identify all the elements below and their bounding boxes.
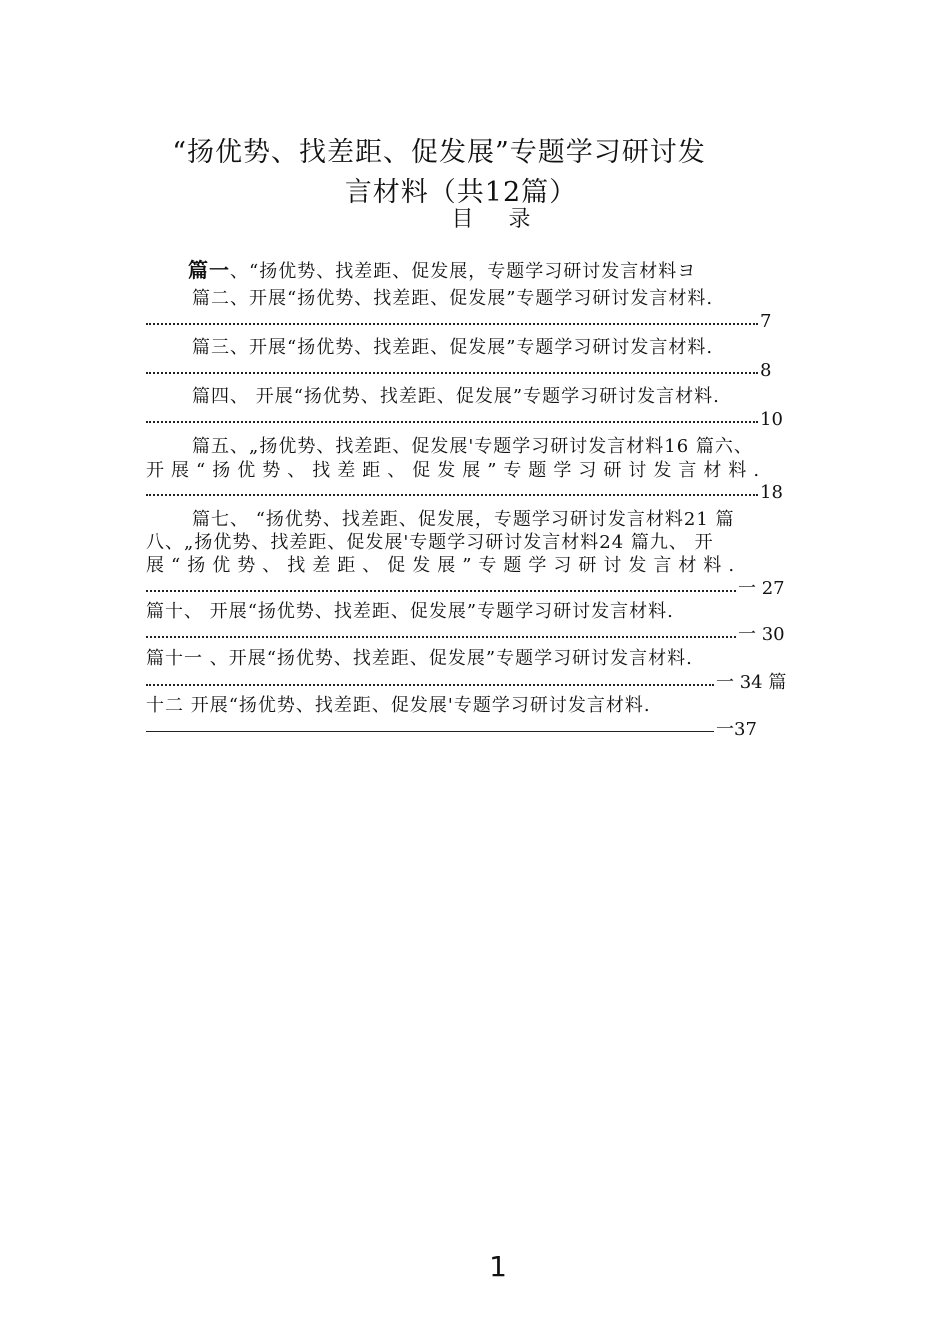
toc-page-2: 7 [760, 311, 772, 332]
toc-leader-dots-4 [146, 417, 758, 423]
toc-entry-7[interactable]: 篇七、 “扬优势、找差距、促发展，专题学习研讨发言材料21 篇 [192, 509, 735, 530]
toc-page-10: 一 30 [738, 624, 785, 645]
toc-entry-5[interactable]: 篇五、„扬优势、找差距、促发展'专题学习研讨发言材料16 篇六、 [192, 436, 753, 457]
toc-entry-10[interactable]: 篇十、 开展“扬优势、找差距、促发展”专题学习研讨发言材料. [146, 601, 674, 622]
toc-entry-4[interactable]: 篇四、 开展“扬优势、找差距、促发展”专题学习研讨发言材料. [192, 386, 720, 407]
toc-entry-11[interactable]: 篇十一 、开展“扬优势、找差距、促发展”专题学习研讨发言材料. [146, 648, 693, 669]
toc-leader-dots-6 [146, 490, 758, 496]
toc-entry-8[interactable]: 八、„扬优势、找差距、促发展'专题学习研讨发言材料24 篇九、 开 [146, 532, 714, 553]
document-title-line-1: “扬优势、找差距、促发展”专题学习研讨发 [172, 137, 706, 168]
toc-page-6: 18 [760, 482, 783, 503]
toc-leader-dots-11 [146, 680, 714, 686]
toc-leader-dots-2 [146, 319, 758, 325]
page-number: 1 [489, 1250, 507, 1283]
toc-entry-12[interactable]: 十二 开展“扬优势、找差距、促发展'专题学习研讨发言材料. [146, 695, 651, 716]
toc-entry-1-text: 、“扬优势、找差距、促发展，专题学习研讨发言材料ヨ [230, 261, 697, 282]
toc-leader-dots-9 [146, 586, 736, 592]
toc-leader-line-12 [146, 730, 714, 732]
toc-entry-9[interactable]: 展“扬优势、找差距、促发展”专题学习研讨发言材料. [146, 555, 742, 576]
toc-entry-1-label: 篇一 [188, 258, 230, 282]
toc-entry-1[interactable] [188, 259, 696, 283]
toc-leader-dots-3 [146, 368, 758, 374]
toc-entry-3[interactable]: 篇三、开展“扬优势、找差距、促发展”专题学习研讨发言材料. [192, 337, 714, 358]
toc-entry-6[interactable]: 开展“扬优势、找差距、促发展”专题学习研讨发言材料. [146, 460, 767, 481]
toc-page-9: 一 27 [738, 578, 785, 599]
toc-page-11: 一 34 篇 [716, 672, 787, 693]
toc-entry-2[interactable]: 篇二、开展“扬优势、找差距、促发展”专题学习研讨发言材料. [192, 288, 714, 309]
toc-leader-dots-10 [146, 632, 736, 638]
toc-page-4: 10 [760, 409, 783, 430]
toc-heading: 目 录 [451, 207, 545, 232]
document-title-line-2: 言材料（共12篇） [344, 177, 578, 208]
toc-page-3: 8 [760, 360, 772, 381]
toc-page-12: 一37 [716, 719, 757, 740]
